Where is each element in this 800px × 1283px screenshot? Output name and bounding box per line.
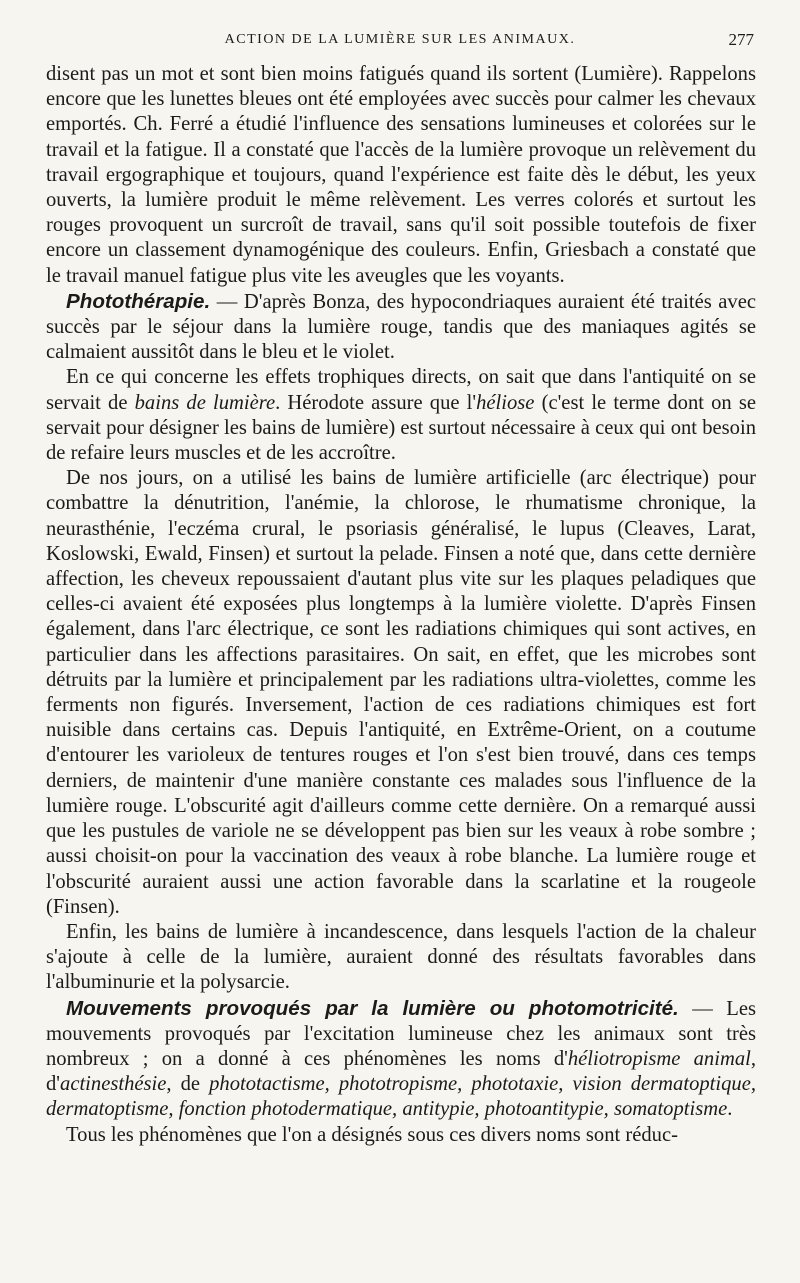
text-span: (c'est le terme dont on se servait pour désigner les bains de lumière) est surtout nécessaire à ceux qui ont besoin de refaire leurs muscles et de les accroître. — [46, 391, 756, 465]
text-span: , d' — [46, 1047, 756, 1096]
paragraph-text: D'après Bonza, des hypocondriaques auraient été traités avec succès par le séjour dans la lumière rouge, tandis que des maniaques agités se calmaient aussitôt dans le bleu et le violet. — [46, 290, 757, 364]
paragraph-5: Enfin, les bains de lumière à incandescence, dans lesquels l'action de la chaleur s'ajoute à celle de la lumière, auraient donné des résultats favorables dans l'albuminurie et la polysarcie. — [46, 920, 756, 994]
text-span: . Hérodote assure que l' — [275, 391, 477, 414]
italic-term-list: phototactisme, phototropisme, phototaxie, vision dermatoptique, dermatoptisme, fonction photodermatique, antitypie, photoantitypie, somatoptisme — [46, 1073, 756, 1121]
running-head — [46, 30, 754, 54]
em-dash: — — [678, 997, 727, 1020]
section-title-photomotricite: Mouvements provoqués par la lumière ou photomotricité. — [66, 996, 679, 1020]
em-dash: — — [210, 290, 244, 313]
italic-term: actinesthésie — [60, 1073, 167, 1096]
text-span: En ce qui concerne les effets trophiques directs, on sait que dans l'antiquité on se servait de — [46, 366, 756, 414]
italic-term: héliotropisme animal — [567, 1047, 751, 1070]
paragraph-phototherapie — [46, 289, 756, 366]
paragraph-1: disent pas un mot et sont bien moins fatigués quand ils sortent (Lumière). Rappelons encore que les lunettes bleues ont été employées avec succès pour calmer les chevaux emportés. Ch. Ferré a étudié l'influence des sensations lumineuses et colorées sur le travail et la fatigue. Il a constaté que l'accès de la lumière provoque un relèvement du travail ergographique et toujours, quand l'expérience est faite dès le début, les yeux ouverts, la lumière produit le même relèvement. Les verres colorés et surtout les rouges provoquent un surcroît de travail, sans qu'il soit possible toutefois de fixer encore un classement dynamogénique des couleurs. Enfin, Griesbach a constaté que le travail manuel fatigue plus vite les aveugles que les voyants. — [46, 63, 756, 287]
text-span: Les mouvements provoqués par l'excitation lumineuse chez les animaux sont très nombreux ; on a donné à ces phénomènes les noms d' — [46, 997, 757, 1070]
paragraph-3 — [46, 365, 756, 466]
italic-term: bains de lumière — [134, 391, 276, 414]
text-span: . — [727, 1098, 733, 1121]
paragraph-7: Tous les phénomènes que l'on a désignés sous ces divers noms sont réduc- — [66, 1123, 678, 1146]
body-text — [46, 62, 756, 1148]
running-title: ACTION DE LA LUMIÈRE SUR LES ANIMAUX. — [224, 32, 576, 47]
paragraph-4: De nos jours, on a utilisé les bains de lumière artificielle (arc électrique) pour combattre la dénutrition, l'anémie, la chlorose, le rhumatisme chronique, la neurasthénie, l'eczéma crural, le psoriasis généralisé, le lupus (Cleaves, Larat, Koslowski, Ewald, Finsen) et surtout la pelade. Finsen a noté que, dans cette dernière affection, les cheveux repoussaient d'autant plus vite sur les plaques peladiques que celles-ci avaient été exposées plus longtemps à la lumière violette. D'après Finsen également, dans l'arc électrique, ce sont les radiations chimiques qui sont actives, en particulier dans les affections parasitaires. On sait, en effet, que les microbes sont détruits par la lumière et principalement par les radiations ultra-violettes, comme les ferments non figurés. Inversement, l'action de ces radiations chimiques est fort nuisible dans certains cas. Depuis l'antiquité, en Extrême-Orient, on a coutume d'entourer les varioleux de tentures rouges et l'on s'est bien trouvé, dans ces temps derniers, de maintenir d'une manière constante ces malades sous l'influence de la lumière rouge. L'obscurité agit d'ailleurs comme cette dernière. On a remarqué aussi que les pustules de variole ne se développent pas bien sur les veaux à robe sombre ; aussi choisit-on pour la vaccination des veaux à robe blanche. La lumière rouge et l'obscurité auraient aussi une action favorable dans la scarlatine et la rougeole (Finsen). — [46, 467, 756, 918]
italic-term: héliose — [476, 391, 535, 414]
page-number: 277 — [728, 30, 754, 49]
paragraph-photomotricite — [46, 996, 756, 1123]
text-span: , de — [166, 1073, 210, 1096]
section-title-phototherapie: Photothérapie. — [66, 289, 211, 313]
